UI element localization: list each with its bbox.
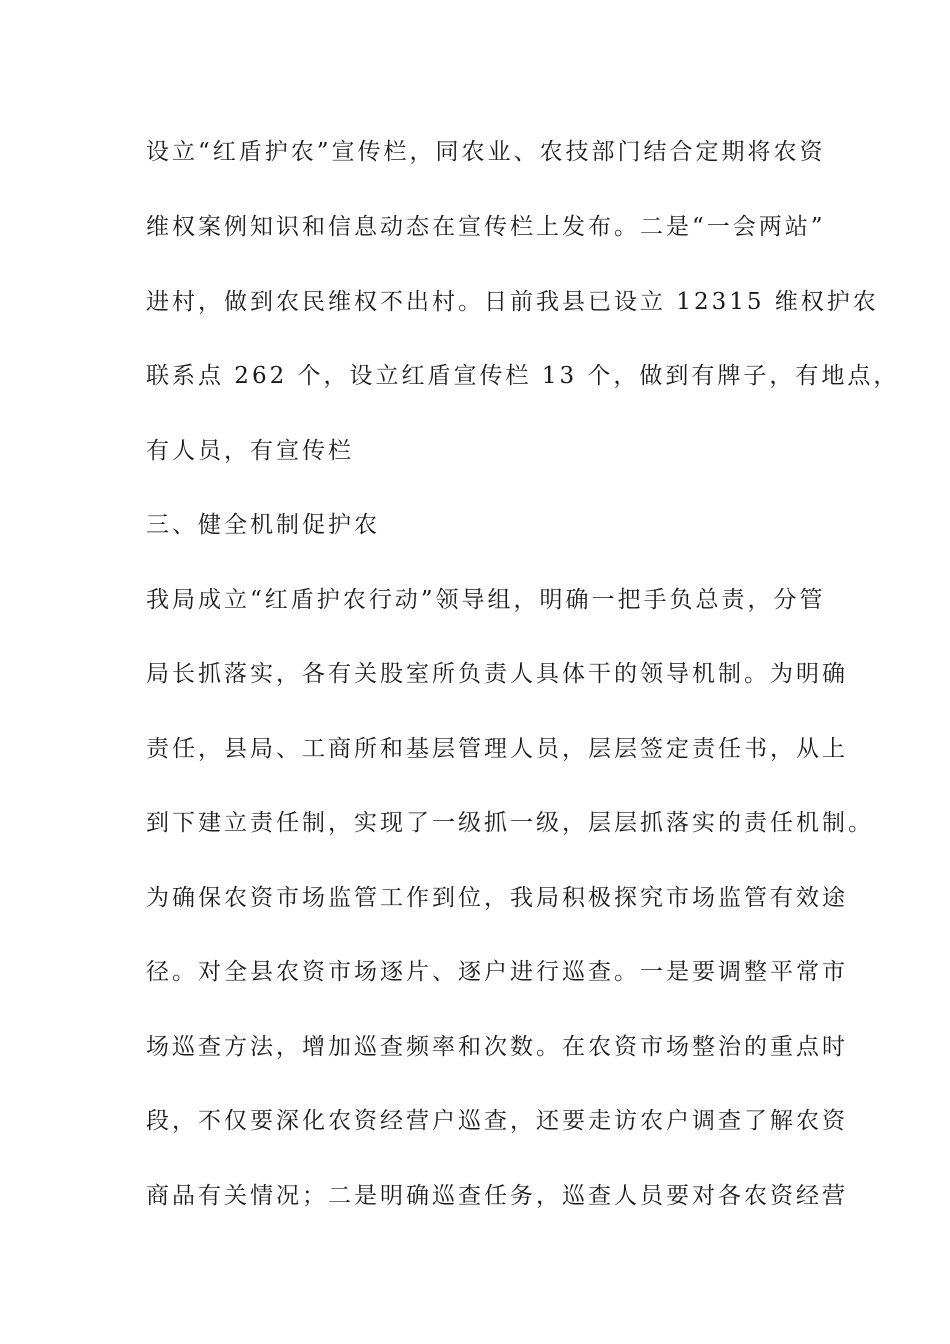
paragraph-line: 设立“红盾护农”宣传栏，同农业、农技部门结合定期将农资 — [146, 139, 826, 165]
paragraph-line: 到下建立责任制，实现了一级抓一级，层层抓落实的责任机制。 — [146, 810, 874, 836]
paragraph-line: 责任，县局、工商所和基层管理人员，层层签定责任书，从上 — [146, 736, 848, 762]
paragraph-line: 为确保农资市场监管工作到位，我局积极探究市场监管有效途 — [146, 885, 848, 911]
paragraph-line: 场巡查方法，增加巡查频率和次数。在农资市场整治的重点时 — [146, 1034, 848, 1060]
paragraph-line: 联系点 262 个，设立红盾宣传栏 13 个，做到有牌子，有地点， — [146, 363, 900, 389]
paragraph-line: 进村，做到农民维权不出村。日前我县已设立 12315 维权护农 — [146, 289, 879, 315]
section-heading: 三、健全机制促护农 — [146, 512, 380, 538]
paragraph-line: 维权案例知识和信息动态在宣传栏上发布。二是“一会两站” — [146, 214, 826, 240]
paragraph-line: 局长抓落实，各有关股室所负责人具体干的领导机制。为明确 — [146, 661, 848, 687]
paragraph-line: 有人员，有宣传栏 — [146, 438, 354, 464]
paragraph-line: 径。对全县农资市场逐片、逐户进行巡查。一是要调整平常市 — [146, 959, 848, 985]
paragraph-line: 段，不仅要深化农资经营户巡查，还要走访农户调查了解农资 — [146, 1108, 848, 1134]
paragraph-line: 商品有关情况；二是明确巡查任务，巡查人员要对各农资经营 — [146, 1183, 848, 1209]
paragraph-line: 我局成立“红盾护农行动”领导组，明确一把手负总责，分管 — [146, 587, 826, 613]
